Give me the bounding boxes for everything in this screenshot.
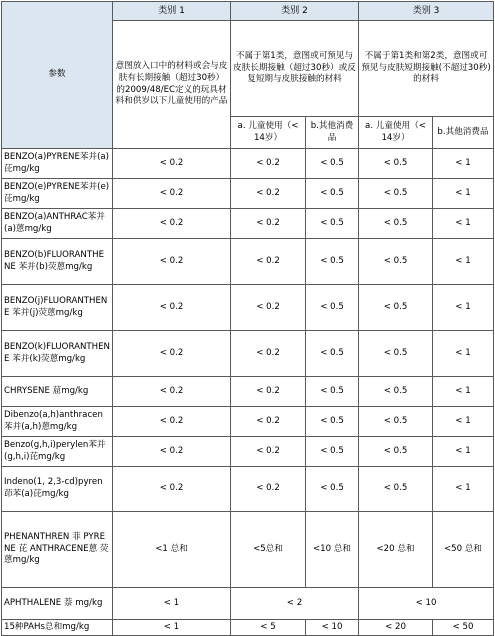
limit-value: < 1	[433, 149, 494, 179]
table-row	[2, 331, 494, 377]
category-3b-header: b.其他消费品	[433, 117, 494, 149]
table-row	[2, 285, 494, 331]
limit-value: < 1	[433, 179, 494, 209]
limit-value: < 0.2	[231, 467, 306, 512]
category-1-description: 意图放入口中的材料或会与皮肤有长期接触（超过30秒）的2009/48/EC定义的玩具材料和供岁以下儿童使用的产品	[113, 21, 231, 149]
limit-value: < 0.2	[113, 467, 231, 512]
limit-value: < 0.2	[113, 285, 231, 331]
limit-value: < 0.5	[359, 467, 433, 512]
limit-value: < 1	[433, 467, 494, 512]
limit-value: < 0.5	[359, 407, 433, 437]
limit-value: <10 总和	[306, 512, 359, 588]
substance-name: 15种PAHs总和mg/kg	[2, 620, 113, 636]
limit-value: < 0.2	[231, 239, 306, 285]
substance-name: Indeno(1, 2,3-cd)pyren 茚苯(a)芘mg/kg	[2, 467, 113, 512]
limit-value: < 0.2	[231, 149, 306, 179]
limit-value: < 2	[231, 588, 359, 620]
limit-value: < 0.5	[306, 437, 359, 467]
category-2-header: 类别 2	[231, 2, 359, 21]
table-row	[2, 377, 494, 407]
limit-value: < 0.5	[306, 149, 359, 179]
table-row	[2, 179, 494, 209]
table-row-total	[2, 620, 494, 636]
limit-value: < 0.5	[306, 285, 359, 331]
limit-value: < 1	[113, 588, 231, 620]
limit-value: < 0.5	[359, 179, 433, 209]
param-header: 参数	[2, 2, 113, 149]
table-row	[2, 239, 494, 285]
limit-value: < 0.5	[359, 437, 433, 467]
substance-name: PHENANTHREN 菲 PYRENE 芘 ANTHRACENE蒽 荧蒽mg/kg	[2, 512, 113, 588]
limit-value: < 0.2	[113, 179, 231, 209]
category-3-header: 类别 3	[359, 2, 494, 21]
limit-value: < 0.5	[306, 179, 359, 209]
table-row	[2, 467, 494, 512]
category-2a-header: a. 儿童使用（< 14岁）	[231, 117, 306, 149]
substance-name: BENZO(e)PYRENE苯并(e)芘mg/kg	[2, 179, 113, 209]
pah-limits-table	[1, 1, 494, 636]
substance-name: BENZO(a)PYRENE苯并(a)芘mg/kg	[2, 149, 113, 179]
limit-value: < 0.5	[306, 377, 359, 407]
limit-value: < 0.2	[231, 209, 306, 239]
substance-name: Dibenzo(a,h)anthracen苯并(a,h)蒽mg/kg	[2, 407, 113, 437]
limit-value: <5总和	[231, 512, 306, 588]
substance-name: BENZO(k)FLUORANTHENE 苯并(k)荧蒽mg/kg	[2, 331, 113, 377]
limit-value: < 0.5	[359, 377, 433, 407]
category-1-header: 类别 1	[113, 2, 231, 21]
limit-value: < 0.2	[113, 437, 231, 467]
limit-value: < 1	[433, 209, 494, 239]
limit-value: < 0.5	[359, 331, 433, 377]
limit-value: <20 总和	[359, 512, 433, 588]
limit-value: < 0.5	[306, 467, 359, 512]
limit-value: < 1	[433, 331, 494, 377]
limit-value: < 5	[231, 620, 306, 636]
substance-name: BENZO(b)FLUORANTHENE 苯并(b)荧蒽mg/kg	[2, 239, 113, 285]
limit-value: <50 总和	[433, 512, 494, 588]
table-row-naphthalene	[2, 588, 494, 620]
table-row	[2, 437, 494, 467]
limit-value: < 1	[433, 437, 494, 467]
limit-value: < 0.2	[113, 239, 231, 285]
limit-value: < 1	[433, 239, 494, 285]
table-row	[2, 512, 494, 588]
limit-value: < 1	[433, 377, 494, 407]
category-3-description: 不属于第1类和第2类，意图或可预见与皮肤短期接触(不超过30秒)的材料	[359, 21, 494, 117]
limit-value: < 0.5	[359, 239, 433, 285]
limit-value: <1 总和	[113, 512, 231, 588]
limit-value: < 0.5	[306, 239, 359, 285]
limit-value: < 1	[433, 407, 494, 437]
substance-name: BENZO(a)ANTHRAC苯并(a)蒽mg/kg	[2, 209, 113, 239]
limit-value: < 0.2	[231, 179, 306, 209]
limit-value: < 0.2	[113, 331, 231, 377]
limit-value: < 0.2	[231, 285, 306, 331]
limit-value: < 50	[433, 620, 494, 636]
limit-value: < 0.2	[113, 377, 231, 407]
limit-value: < 0.5	[359, 285, 433, 331]
table-row	[2, 149, 494, 179]
limit-value: < 1	[113, 620, 231, 636]
limit-value: < 20	[359, 620, 433, 636]
limit-value: < 10	[359, 588, 494, 620]
limit-value: < 0.2	[231, 377, 306, 407]
limit-value: < 0.5	[306, 407, 359, 437]
limit-value: < 1	[433, 285, 494, 331]
limit-value: < 0.2	[231, 407, 306, 437]
limit-value: < 0.5	[306, 331, 359, 377]
category-2-description: 不属于第1类，意图或可预见与皮肤长期接触（超过30秒）或反复短期与皮肤接触的材料	[231, 21, 359, 117]
limit-value: < 0.2	[231, 331, 306, 377]
category-3a-header: a. 儿童使用（< 14岁）	[359, 117, 433, 149]
limit-value: < 0.5	[359, 149, 433, 179]
limit-value: < 0.2	[113, 149, 231, 179]
limit-value: < 0.2	[113, 209, 231, 239]
table-row	[2, 407, 494, 437]
table-row	[2, 209, 494, 239]
substance-name: CHRYSENE 䓛mg/kg	[2, 377, 113, 407]
limit-value: < 0.5	[359, 209, 433, 239]
substance-name: BENZO(j)FLUORANTHENE 苯并(j)荧蒽mg/kg	[2, 285, 113, 331]
limit-value: < 0.2	[231, 437, 306, 467]
limit-value: < 0.2	[113, 407, 231, 437]
limit-value: < 10	[306, 620, 359, 636]
substance-name: APHTHALENE 萘 mg/kg	[2, 588, 113, 620]
limit-value: < 0.5	[306, 209, 359, 239]
substance-name: Benzo(g,h,i)perylen苯并(g,h,i)芘mg/kg	[2, 437, 113, 467]
category-2b-header: b.其他消费品	[306, 117, 359, 149]
